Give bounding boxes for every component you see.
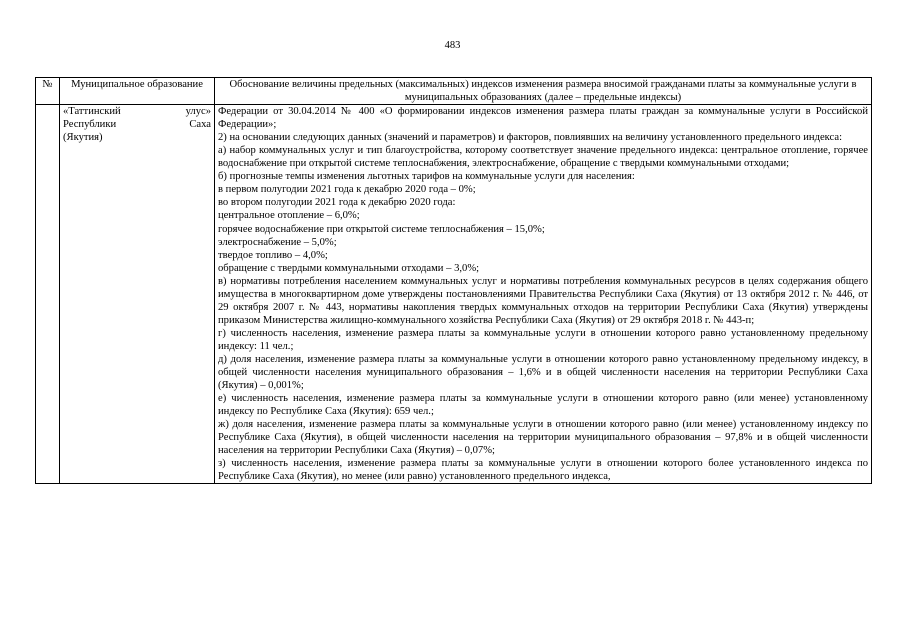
- justification-paragraph: г) численность населения, изменение размера платы за коммунальные услуги в отношении которого равно установленному предельному индексу: 11 чел.;: [218, 327, 868, 352]
- table-row: [36, 105, 872, 484]
- municipality-name-part: «Таттинский: [63, 106, 121, 118]
- justification-paragraph: обращение с твердыми коммунальными отходами – 3,0%;: [218, 262, 480, 274]
- indices-justification-table: [35, 77, 872, 484]
- justification-paragraph: з) численность населения, изменение размера платы за коммунальные услуги в отношении которого более установленного индекса по Республике Саха (Якутия), но менее (или равно) установленного предельного индекса,: [218, 458, 868, 483]
- header-number: №: [36, 78, 60, 105]
- justification-paragraph: горячее водоснабжение при открытой системе теплоснабжения – 15,0%;: [218, 223, 545, 235]
- justification-paragraph: во втором полугодии 2021 года к декабрю 2020 года:: [218, 197, 456, 209]
- justification-paragraph: ж) доля населения, изменение размера платы за коммунальные услуги в отношении которого равно (или менее) установленному индексу по Республике Саха (Якутия), в общей численности населения на территории муниципального образования – 97,8% и в общей численности населения на территории Республики Саха (Якутия) – 0,07%;: [218, 419, 868, 457]
- justification-paragraph: а) набор коммунальных услуг и тип благоустройства, которому соответствует значение предельного индекса: центральное отопление, горячее водоснабжение при открытой системе теплоснабжения, электроснабжение, обращение с твердыми коммунальными отходами;: [218, 145, 868, 170]
- municipality-cell: [60, 105, 215, 484]
- justification-paragraph: д) доля населения, изменение размера платы за коммунальные услуги в отношении которого равно установленному предельному индексу, в общей численности населения муниципального образования – 1,6% и в общей численности населения на территории Республики Саха (Якутия) – 0,001%;: [218, 353, 868, 392]
- justification-paragraph: твердое топливо – 4,0%;: [218, 249, 328, 261]
- justification-paragraph: Федерации от 30.04.2014 № 400 «О формировании индексов изменения размера платы граждан за коммунальные услуги в Российской Федерации»;: [218, 106, 868, 131]
- table-header-row: [36, 78, 872, 105]
- municipality-name-part: Саха: [189, 119, 211, 131]
- justification-paragraph: в) нормативы потребления населением коммунальных услуг и нормативы потребления коммунальных ресурсов в целях содержания общего имущества в многоквартирном доме утверждены постановлениями Правительства Республики Саха (Якутия) от 13 октября 2012 г. № 446, от 29 октября 2007 г. № 443, нормативы накопления твердых коммунальных отходов на территории Республики Саха (Якутия) утверждены приказом Министерства жилищно-коммунального хозяйства Республики Саха (Якутия) от 29 октября 2018 г. № 443-п;: [218, 275, 868, 326]
- justification-paragraph: е) численность населения, изменение размера платы за коммунальные услуги в отношении которого равно (или менее) установленному индексу по Республике Саха (Якутия): 659 чел.;: [218, 393, 868, 418]
- header-justification: Обоснование величины предельных (максимальных) индексов изменения размера вносимой гражданами платы за коммунальные услуги в муниципальных образованиях (далее – предельные индексы): [215, 78, 872, 105]
- page-number: 483: [444, 40, 461, 51]
- justification-paragraph: центральное отопление – 6,0%;: [218, 210, 360, 222]
- justification-paragraph: в первом полугодии 2021 года к декабрю 2020 года – 0%;: [218, 184, 476, 196]
- row-number-cell: [36, 105, 60, 484]
- justification-paragraph: электроснабжение – 5,0%;: [218, 236, 337, 248]
- justification-paragraph: б) прогнозные темпы изменения льготных тарифов на коммунальные услуги для населения:: [218, 171, 635, 183]
- justification-paragraph: 2) на основании следующих данных (значений и параметров) и факторов, повлиявших на величину установленного предельного индекса:: [218, 132, 843, 144]
- header-municipality: Муниципальное образование: [60, 78, 215, 105]
- justification-cell: [215, 105, 872, 484]
- municipality-name-part: Республики: [63, 119, 117, 131]
- municipality-name-part: улус»: [185, 106, 211, 118]
- municipality-name-part: (Якутия): [63, 132, 103, 144]
